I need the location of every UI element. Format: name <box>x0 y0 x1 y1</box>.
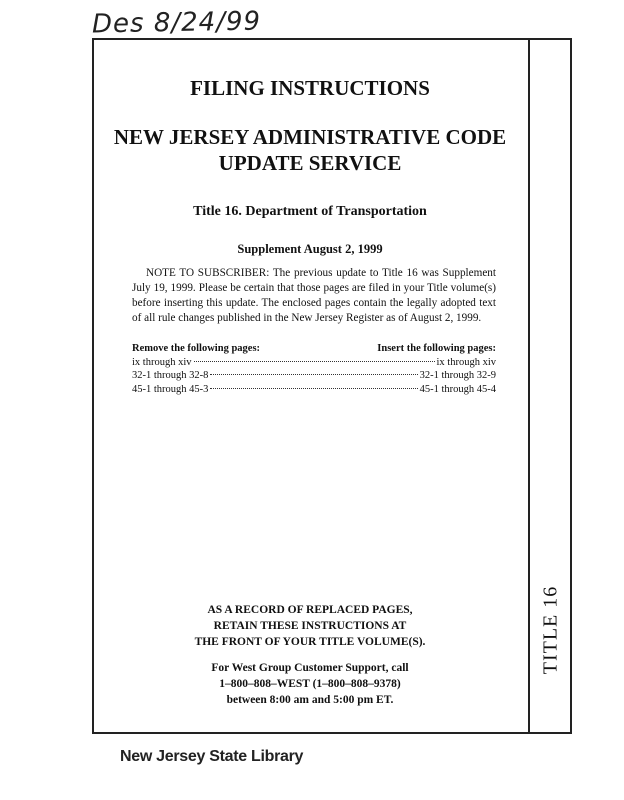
insert-pages-cell: 45-1 through 45-4 <box>419 383 496 395</box>
code-heading-line2: UPDATE SERVICE <box>218 151 402 175</box>
table-row <box>132 383 496 397</box>
support-hours: between 8:00 am and 5:00 pm ET. <box>226 694 394 706</box>
remove-pages-cell: 32-1 through 32-8 <box>132 370 209 381</box>
retain-line1: AS A RECORD OF REPLACED PAGES, <box>207 604 413 616</box>
filing-instructions-heading: FILING INSTRUCTIONS <box>190 76 430 100</box>
insert-pages-header: Insert the following pages: <box>377 343 496 354</box>
remove-pages-header: Remove the following pages: <box>132 343 261 354</box>
page-table-header <box>132 342 496 356</box>
title-heading: Title 16. Department of Transportation <box>193 204 427 219</box>
library-stamp: New Jersey State Library <box>120 748 304 765</box>
table-row <box>132 356 496 370</box>
retain-line3: THE FRONT OF YOUR TITLE VOLUME(S). <box>194 636 426 648</box>
page-replacement-table <box>132 342 496 396</box>
customer-support-notice <box>120 660 500 708</box>
dot-leader <box>194 361 435 362</box>
code-heading-line1: NEW JERSEY ADMINISTRATIVE CODE <box>113 125 507 149</box>
remove-pages-cell: 45-1 through 45-3 <box>132 383 209 395</box>
retain-line2: RETAIN THESE INSTRUCTIONS AT <box>213 620 407 632</box>
support-line1: For West Group Customer Support, call <box>211 662 409 674</box>
insert-pages-cell: 32-1 through 32-9 <box>419 370 496 381</box>
tab-divider <box>528 38 530 734</box>
insert-pages-cell: ix through xiv <box>436 356 496 368</box>
supplement-date: Supplement August 2, 1999 <box>237 242 383 256</box>
table-row <box>132 369 496 383</box>
dot-leader <box>210 388 417 389</box>
dot-leader <box>210 374 417 375</box>
retain-instructions-notice <box>120 602 500 650</box>
subscriber-note: NOTE TO SUBSCRIBER: The previous update to Title 16 was Supplement July 19, 1999. Please be certain that those pages are filed in your Title volume(s) before inserting this update. The enclosed pages contain the legally adopted text of all rule changes published in the New Jersey Register as of August 2, 1999. <box>132 267 496 324</box>
support-phone: 1–800–808–WEST (1–800–808–9378) <box>219 678 401 690</box>
remove-pages-cell: ix through xiv <box>132 356 192 368</box>
title-tab-label: TITLE 16 <box>539 585 562 675</box>
handwritten-date-note: Des 8/24/99 <box>91 6 262 40</box>
code-heading <box>108 124 512 176</box>
